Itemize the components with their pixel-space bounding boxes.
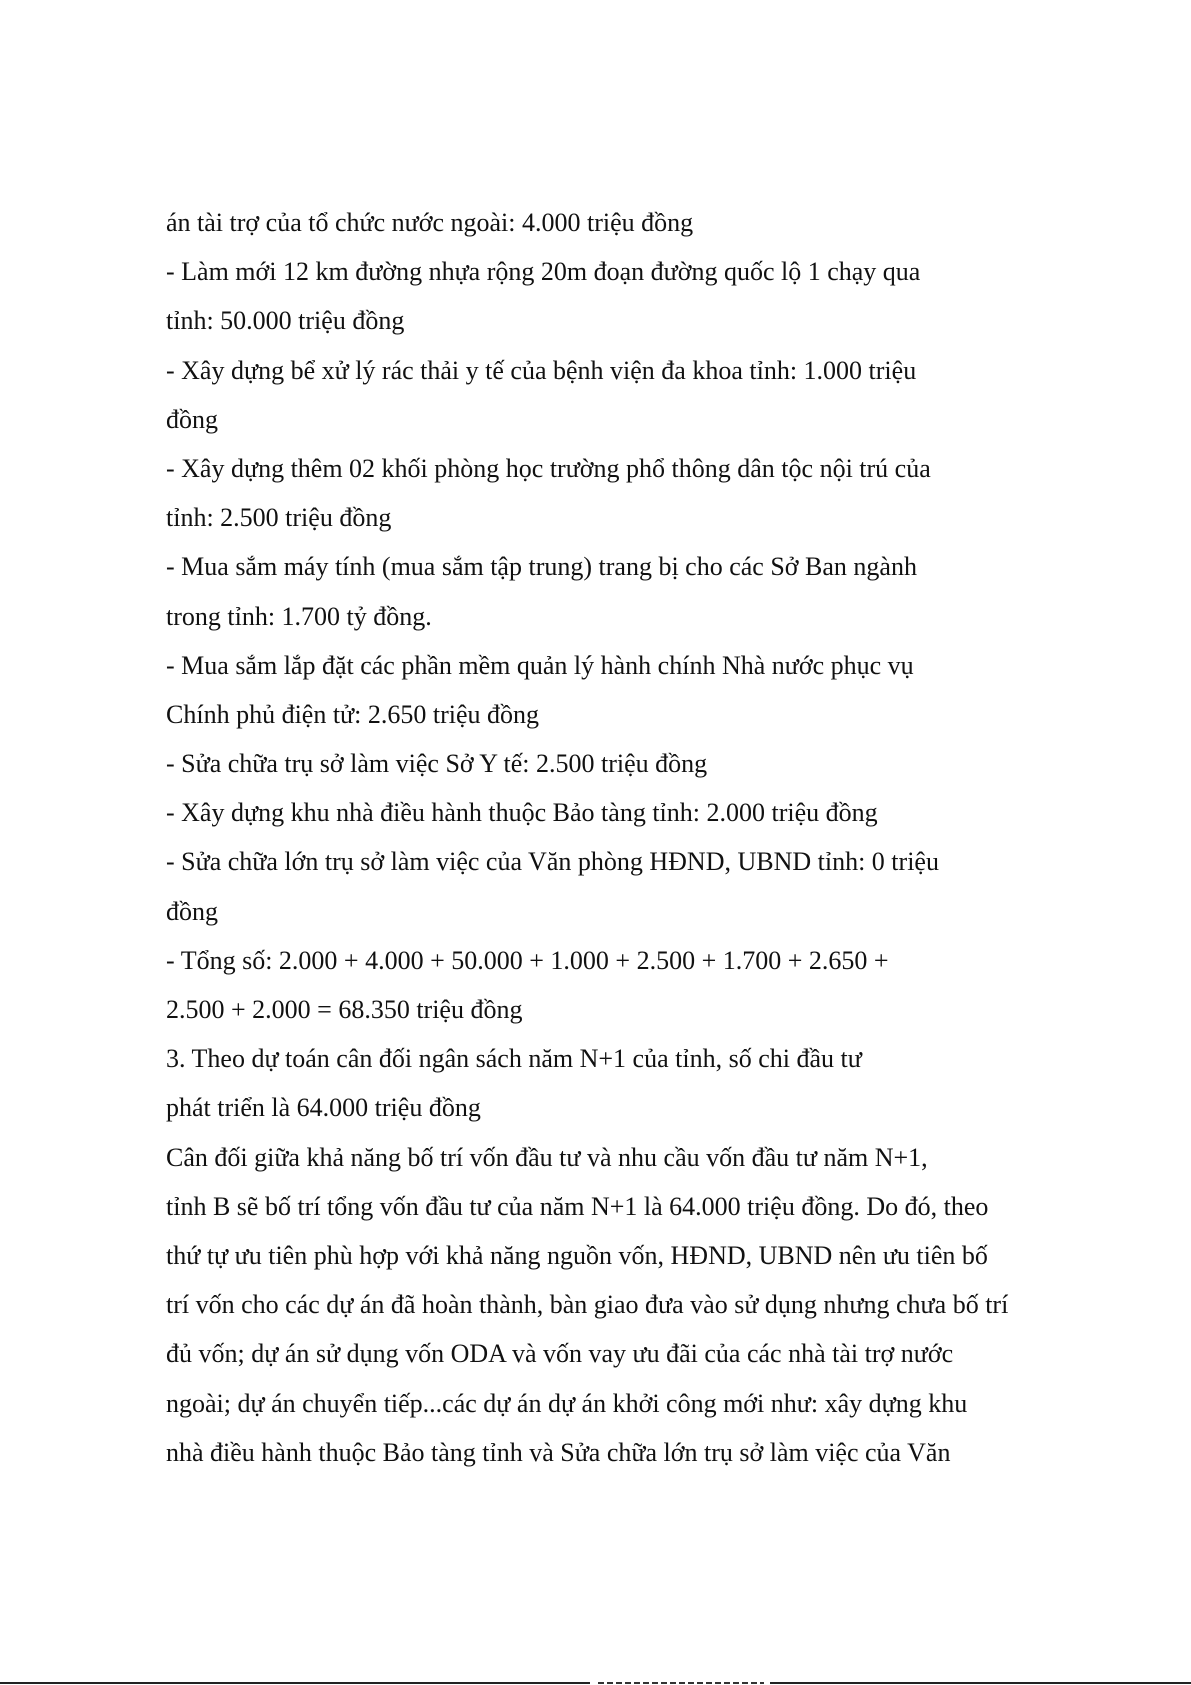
text-line: đủ vốn; dự án sử dụng vốn ODA và vốn vay ưu đãi của các nhà tài trợ nước	[166, 1339, 954, 1369]
text-line: Chính phủ điện tử: 2.650 triệu đồng	[166, 699, 540, 729]
text-line: tỉnh: 50.000 triệu đồng	[166, 306, 405, 336]
text-line: - Mua sắm máy tính (mua sắm tập trung) trang bị cho các Sở Ban ngành	[166, 552, 917, 582]
text-line: - Xây dựng thêm 02 khối phòng học trường phổ thông dân tộc nội trú của	[166, 453, 931, 483]
text-line: - Làm mới 12 km đường nhựa rộng 20m đoạn đường quốc lộ 1 chạy qua	[166, 257, 921, 287]
text-line: thứ tự ưu tiên phù hợp với khả năng nguồn vốn, HĐND, UBND nên ưu tiên bố	[166, 1240, 988, 1270]
text-line: - Tổng số: 2.000 + 4.000 + 50.000 + 1.000 + 2.500 + 1.700 + 2.650 +	[166, 945, 889, 975]
text-line: án tài trợ của tổ chức nước ngoài: 4.000 triệu đồng	[166, 208, 694, 237]
text-line: - Sửa chữa trụ sở làm việc Sở Y tế: 2.500 triệu đồng	[166, 749, 708, 779]
text-line: - Xây dựng bể xử lý rác thải y tế của bệnh viện đa khoa tỉnh: 1.000 triệu	[166, 355, 917, 385]
document-body	[166, 198, 1066, 1477]
text-line: Cân đối giữa khả năng bố trí vốn đầu tư và nhu cầu vốn đầu tư năm N+1,	[166, 1142, 928, 1172]
text-line: - Mua sắm lắp đặt các phần mềm quản lý hành chính Nhà nước phục vụ	[166, 650, 914, 680]
text-line: nhà điều hành thuộc Bảo tàng tỉnh và Sửa chữa lớn trụ sở làm việc của Văn	[166, 1437, 951, 1467]
text-line: trong tỉnh: 1.700 tỷ đồng.	[166, 601, 432, 631]
text-line: ngoài; dự án chuyển tiếp...các dự án dự án khởi công mới như: xây dựng khu	[166, 1388, 968, 1418]
text-line: phát triển là 64.000 triệu đồng	[166, 1093, 481, 1123]
text-line: - Sửa chữa lớn trụ sở làm việc của Văn phòng HĐND, UBND tỉnh: 0 triệu	[166, 847, 939, 877]
page-bottom-dashed-rule	[598, 1682, 764, 1684]
text-line: 2.500 + 2.000 = 68.350 triệu đồng	[166, 995, 523, 1024]
text-line: tỉnh B sẽ bố trí tổng vốn đầu tư của năm N+1 là 64.000 triệu đồng. Do đó, theo	[166, 1191, 989, 1221]
text-line: đồng	[166, 404, 218, 434]
text-line: 3. Theo dự toán cân đối ngân sách năm N+1 của tỉnh, số chi đầu tư	[166, 1044, 862, 1074]
text-line: tỉnh: 2.500 triệu đồng	[166, 503, 392, 533]
text-line: đồng	[166, 896, 218, 926]
text-line: - Xây dựng khu nhà điều hành thuộc Bảo tàng tỉnh: 2.000 triệu đồng	[166, 798, 878, 828]
text-line: trí vốn cho các dự án đã hoàn thành, bàn giao đưa vào sử dụng nhưng chưa bố trí	[166, 1290, 1009, 1320]
